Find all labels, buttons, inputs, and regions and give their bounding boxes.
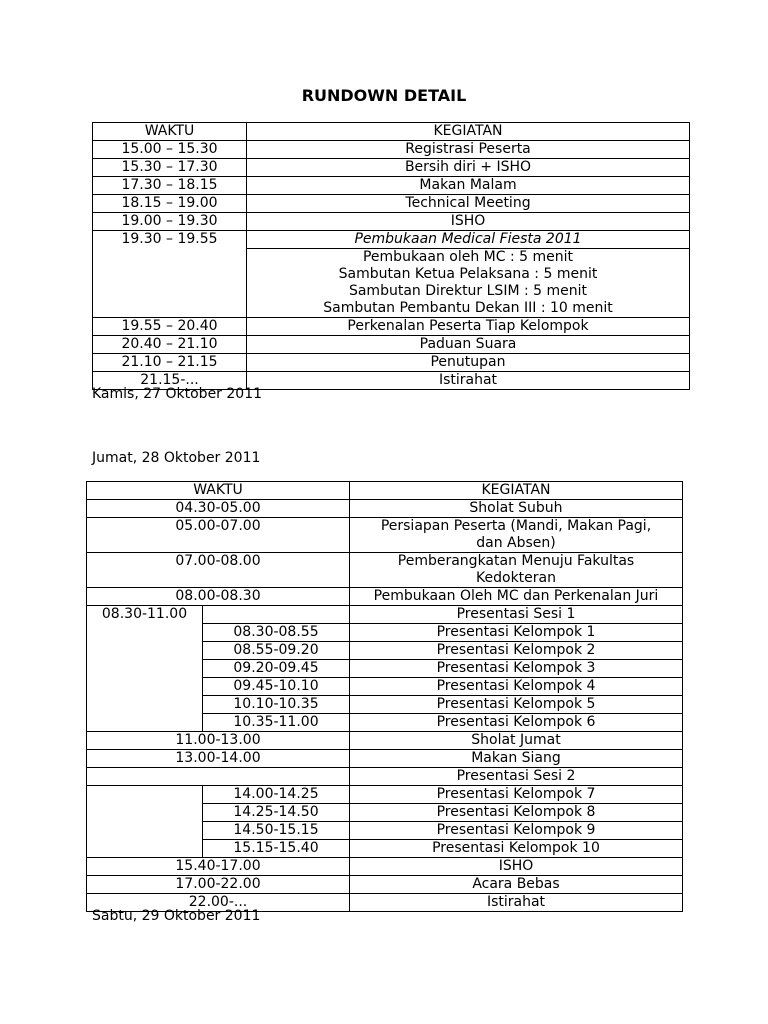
sub-time-cell: 14.00-14.25 [203, 786, 350, 804]
time-cell: 15.30 – 17.30 [93, 159, 247, 177]
sub-time-cell: 10.10-10.35 [203, 696, 350, 714]
time-cell [87, 768, 350, 786]
table-header-row [87, 482, 683, 500]
activity-cell: Presentasi Kelompok 7 [350, 786, 683, 804]
activity-cell: Makan Malam [247, 177, 690, 195]
session-label-cell: Presentasi Sesi 2 [350, 768, 683, 786]
activity-cell: Presentasi Kelompok 8 [350, 804, 683, 822]
opening-detail-line: Sambutan Direktur LSIM : 5 menit [348, 283, 588, 299]
table-row [87, 786, 683, 804]
session-time-cell [87, 786, 203, 858]
activity-cell: Sholat Subuh [350, 500, 683, 518]
header-waktu: WAKTU [93, 123, 247, 141]
time-cell: 22.00-... [87, 894, 350, 912]
header-kegiatan: KEGIATAN [350, 482, 683, 500]
time-cell: 13.00-14.00 [87, 750, 350, 768]
time-cell: 04.30-05.00 [87, 500, 350, 518]
sub-time-cell: 15.15-15.40 [203, 840, 350, 858]
activity-cell: Istirahat [247, 372, 690, 390]
session-time-cell: 08.30-11.00 [87, 606, 203, 732]
activity-cell [350, 553, 683, 588]
schedule-table-friday [86, 481, 683, 912]
time-cell: 21.10 – 21.15 [93, 354, 247, 372]
activity-cell: Registrasi Peserta [247, 141, 690, 159]
sub-time-cell [203, 606, 350, 624]
activity-cell: Bersih diri + ISHO [247, 159, 690, 177]
activity-cell: Makan Siang [350, 750, 683, 768]
sub-time-cell: 08.55-09.20 [203, 642, 350, 660]
activity-cell [350, 518, 683, 553]
activity-line: Kedokteran [476, 570, 556, 586]
table-row [87, 876, 683, 894]
time-cell: 19.55 – 20.40 [93, 318, 247, 336]
sub-time-cell: 14.50-15.15 [203, 822, 350, 840]
activity-cell: Presentasi Kelompok 1 [350, 624, 683, 642]
activity-cell: Technical Meeting [247, 195, 690, 213]
table-row [87, 500, 683, 518]
sub-time-cell: 09.20-09.45 [203, 660, 350, 678]
table-row [87, 750, 683, 768]
time-cell: 11.00-13.00 [87, 732, 350, 750]
sub-time-cell: 14.25-14.50 [203, 804, 350, 822]
table-row [87, 732, 683, 750]
table-row [93, 354, 690, 372]
activity-cell: Presentasi Kelompok 6 [350, 714, 683, 732]
activity-cell: ISHO [350, 858, 683, 876]
activity-cell: ISHO [247, 213, 690, 231]
activity-cell: Sholat Jumat [350, 732, 683, 750]
activity-line: Pemberangkatan Menuju Fakultas [397, 553, 635, 569]
activity-cell: Istirahat [350, 894, 683, 912]
time-cell: 08.00-08.30 [87, 588, 350, 606]
time-cell: 21.15-... [93, 372, 247, 390]
time-cell: 19.30 – 19.55 [93, 231, 247, 318]
time-cell: 17.30 – 18.15 [93, 177, 247, 195]
activity-cell: Presentasi Kelompok 5 [350, 696, 683, 714]
date-note-friday: Jumat, 28 Oktober 2011 [92, 450, 261, 466]
header-kegiatan: KEGIATAN [247, 123, 690, 141]
activity-cell: Presentasi Kelompok 3 [350, 660, 683, 678]
time-cell: 19.00 – 19.30 [93, 213, 247, 231]
table-row [93, 318, 690, 336]
table-row [93, 336, 690, 354]
table-row [93, 231, 690, 249]
activity-cell: Pembukaan Oleh MC dan Perkenalan Juri [350, 588, 683, 606]
table-row [87, 768, 683, 786]
activity-cell: Presentasi Kelompok 2 [350, 642, 683, 660]
time-cell: 07.00-08.00 [87, 553, 350, 588]
table-row [87, 606, 683, 624]
table-row [93, 213, 690, 231]
activity-cell: Presentasi Kelompok 9 [350, 822, 683, 840]
time-cell: 15.00 – 15.30 [93, 141, 247, 159]
activity-cell: Presentasi Kelompok 4 [350, 678, 683, 696]
time-cell: 17.00-22.00 [87, 876, 350, 894]
table-row [87, 588, 683, 606]
time-cell: 18.15 – 19.00 [93, 195, 247, 213]
activity-cell: Perkenalan Peserta Tiap Kelompok [247, 318, 690, 336]
header-waktu: WAKTU [87, 482, 350, 500]
activity-line: Persiapan Peserta (Mandi, Makan Pagi, [380, 518, 652, 534]
table-row [93, 195, 690, 213]
opening-detail-line: Pembukaan oleh MC : 5 menit [362, 249, 574, 265]
opening-detail-line: Sambutan Pembantu Dekan III : 10 menit [323, 300, 613, 316]
activity-cell: Acara Bebas [350, 876, 683, 894]
opening-details-cell [247, 249, 690, 318]
table-header-row [93, 123, 690, 141]
sub-time-cell: 08.30-08.55 [203, 624, 350, 642]
schedule-table-thursday [92, 122, 690, 390]
opening-detail-line: Sambutan Ketua Pelaksana : 5 menit [338, 266, 598, 282]
activity-cell: Paduan Suara [247, 336, 690, 354]
table-row [93, 177, 690, 195]
table-row [87, 858, 683, 876]
time-cell: 15.40-17.00 [87, 858, 350, 876]
time-cell: 05.00-07.00 [87, 518, 350, 553]
activity-cell: Presentasi Kelompok 10 [350, 840, 683, 858]
time-cell: 20.40 – 21.10 [93, 336, 247, 354]
table-row [93, 159, 690, 177]
activity-cell: Pembukaan Medical Fiesta 2011 [247, 231, 690, 249]
date-note-saturday: Sabtu, 29 Oktober 2011 [92, 908, 261, 924]
page-title: RUNDOWN DETAIL [301, 86, 467, 105]
session-label-cell: Presentasi Sesi 1 [350, 606, 683, 624]
sub-time-cell: 10.35-11.00 [203, 714, 350, 732]
table-row [87, 518, 683, 553]
table-row [93, 141, 690, 159]
activity-cell: Penutupan [247, 354, 690, 372]
activity-line: dan Absen) [476, 535, 556, 551]
sub-time-cell: 09.45-10.10 [203, 678, 350, 696]
date-note-thursday: Kamis, 27 Oktober 2011 [92, 386, 263, 402]
table-row [87, 553, 683, 588]
